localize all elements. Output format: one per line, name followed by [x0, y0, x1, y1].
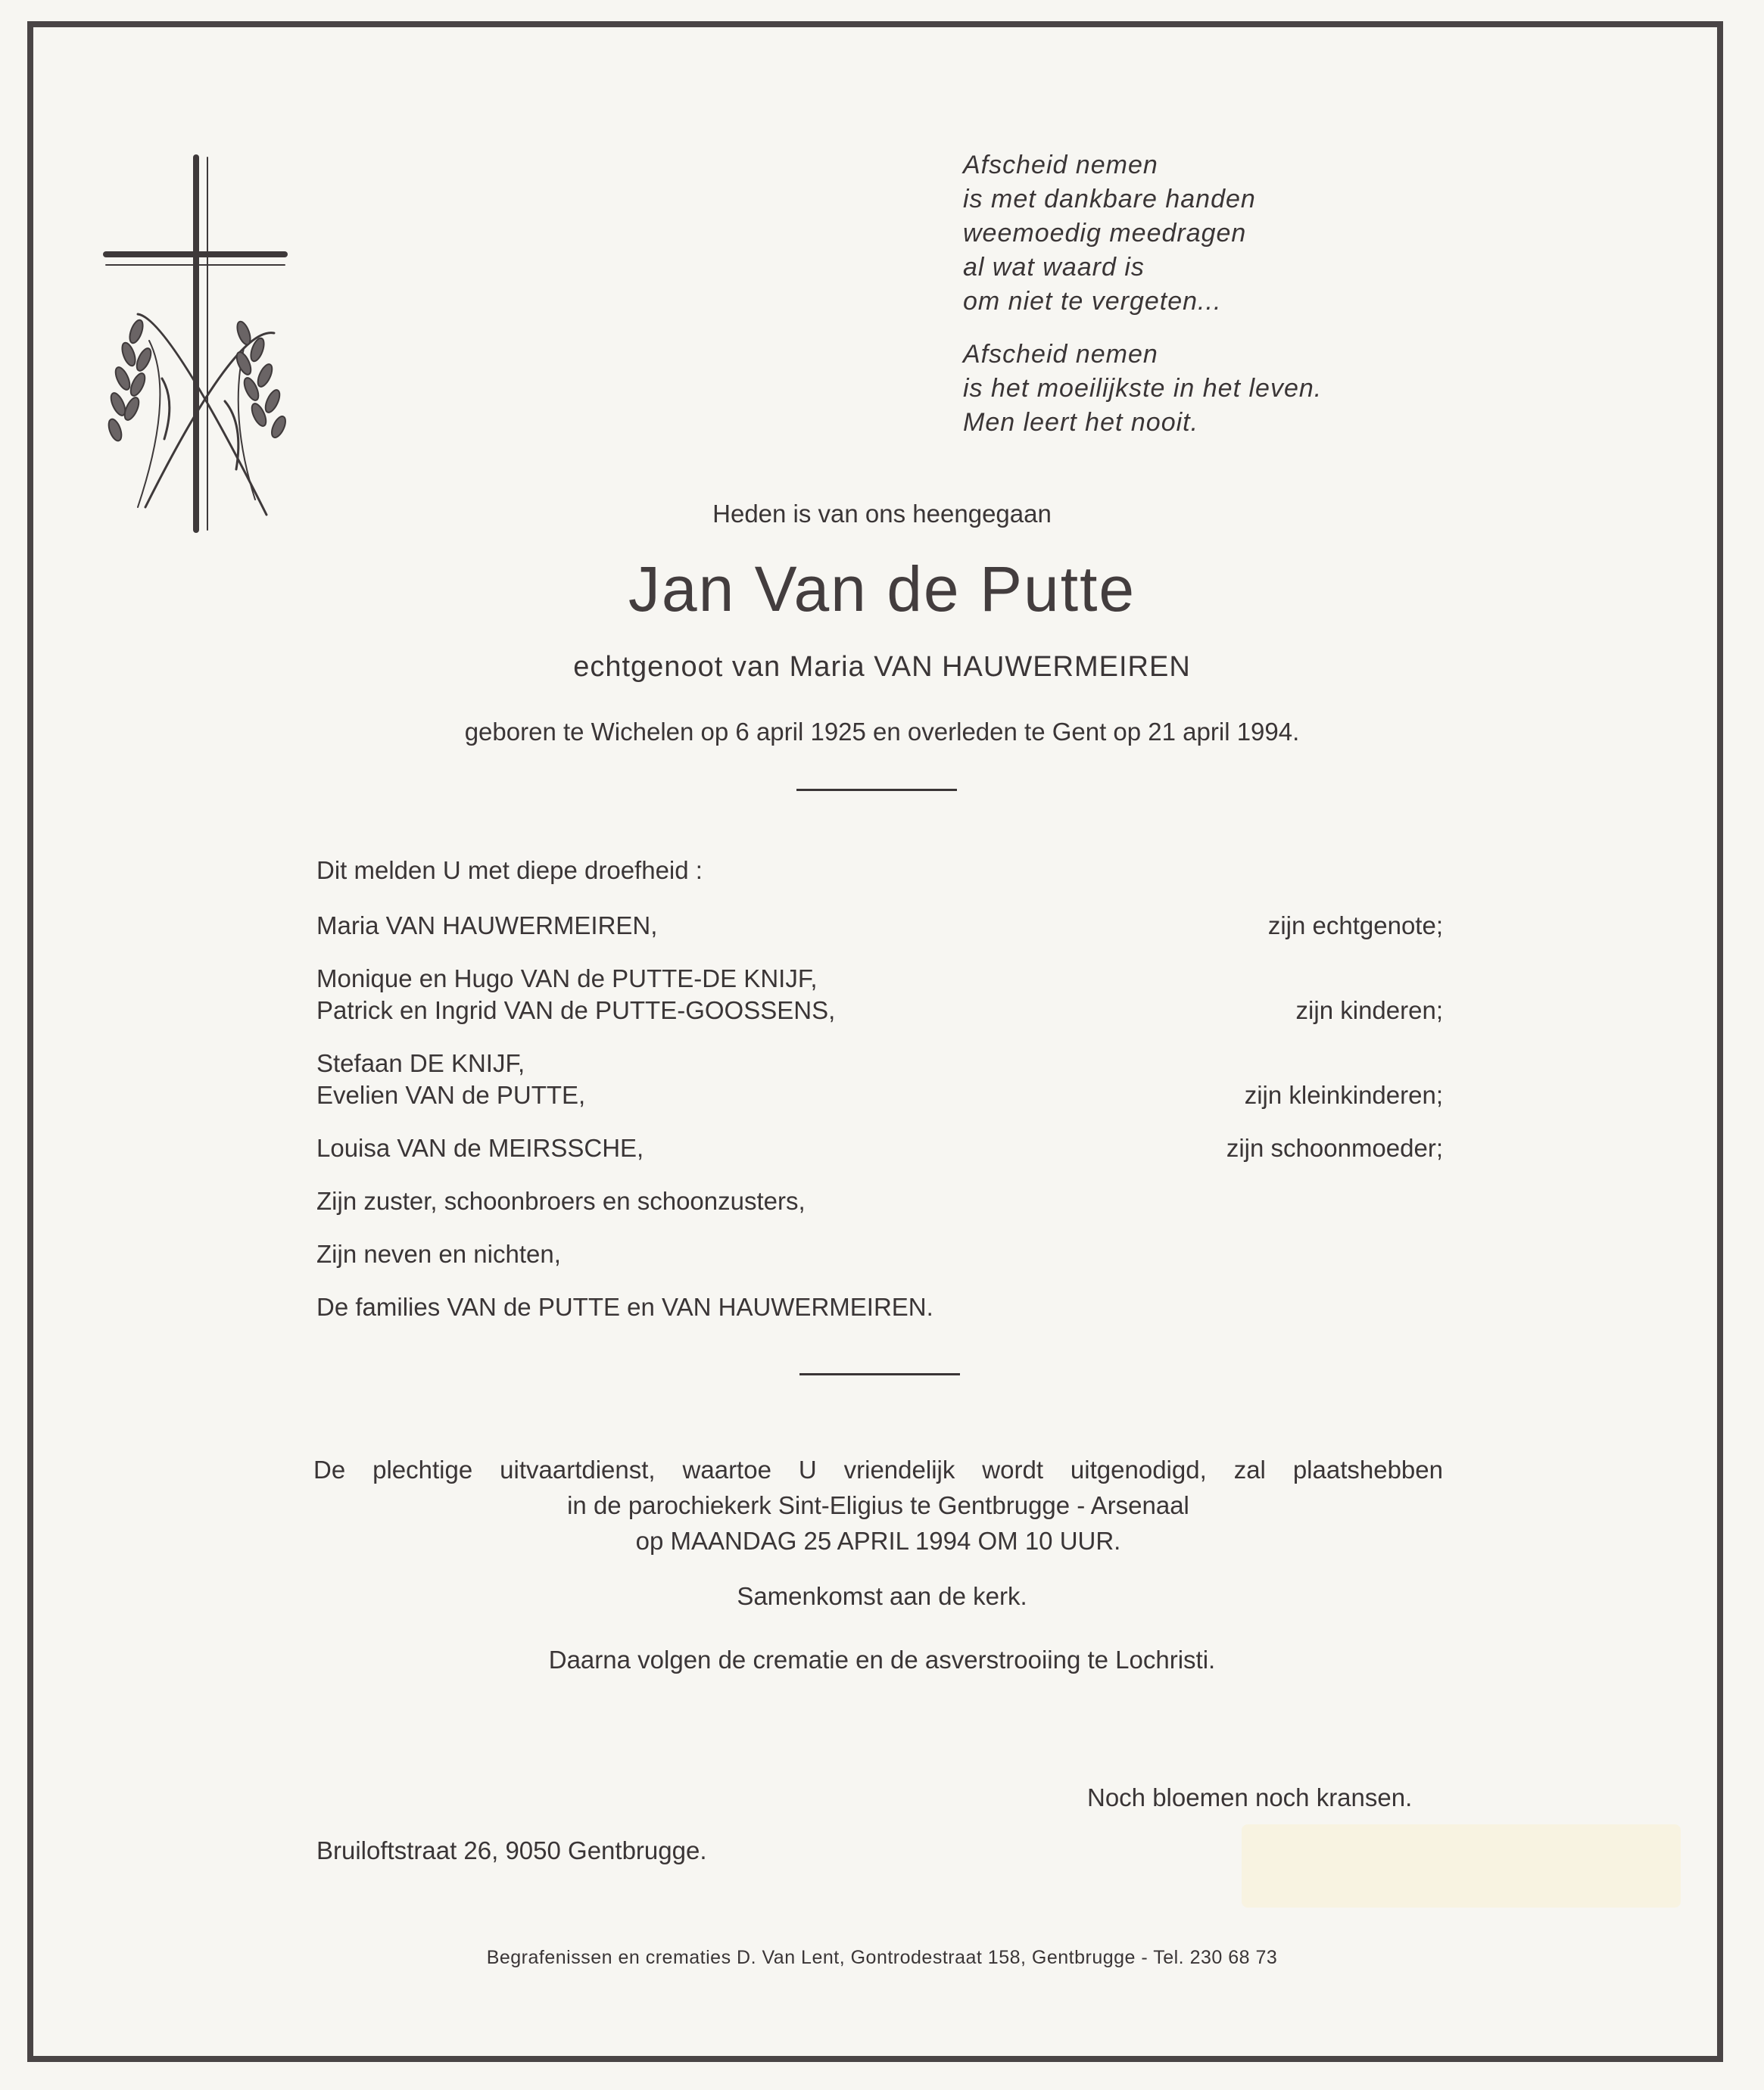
poem-line: Afscheid nemen — [963, 151, 1158, 179]
farewell-poem — [963, 148, 1322, 459]
mourner-relation: zijn echtgenote; — [1267, 911, 1443, 939]
service-line: op MAANDAG 25 APRIL 1994 OM 10 UUR. — [635, 1527, 1121, 1555]
mourner-group — [316, 1048, 1443, 1111]
divider — [796, 789, 957, 791]
poem-line: Men leert het nooit. — [963, 408, 1199, 437]
intro-text: Heden is van ons heengegaan — [712, 500, 1052, 528]
mourner-others: Zijn neven en nichten, — [316, 1240, 561, 1268]
family-address: Bruiloftstraat 26, 9050 Gentbrugge. — [316, 1836, 707, 1864]
poem-line: om niet te vergeten... — [963, 287, 1222, 316]
mourners-list — [316, 855, 1443, 1344]
mourner-group — [316, 963, 1443, 1026]
deceased-name: Jan Van de Putte — [628, 553, 1136, 625]
divider — [799, 1373, 960, 1375]
spouse-line: echtgenoot van Maria VAN HAUWERMEIREN — [573, 651, 1191, 683]
funeral-service-info — [313, 1452, 1443, 1559]
no-flowers-note: Noch bloemen noch kransen. — [1087, 1783, 1413, 1811]
mourner-name: Monique en Hugo VAN de PUTTE-DE KNIJF, — [316, 964, 818, 992]
poem-line: Afscheid nemen — [963, 340, 1158, 369]
mourner-name: Stefaan DE KNIJF, — [316, 1049, 525, 1077]
mourner-group — [316, 1132, 1443, 1164]
cross-with-wheat-icon — [92, 151, 319, 537]
mourners-heading: Dit melden U met diepe droefheid : — [316, 856, 703, 884]
cremation-note: Daarna volgen de crematie en de asverstrooiing te Lochristi. — [548, 1646, 1216, 1674]
mourner-others: Zijn zuster, schoonbroers en schoonzusters, — [316, 1187, 806, 1215]
undertaker-footer: Begrafenissen en crematies D. Van Lent, Gontrodestraat 158, Gentbrugge - Tel. 230 68 73 — [486, 1947, 1278, 1968]
poem-line: is met dankbare handen — [963, 185, 1256, 213]
mourner-group — [316, 910, 1443, 942]
poem-line: al wat waard is — [963, 253, 1145, 282]
poem-stanza-1 — [963, 148, 1322, 319]
mourner-relation: zijn schoonmoeder; — [1226, 1134, 1443, 1162]
mourner-relation: zijn kleinkinderen; — [1244, 1081, 1443, 1109]
paper-stain — [1242, 1824, 1681, 1908]
mourner-relation: zijn kinderen; — [1295, 996, 1443, 1024]
birth-death-line: geboren te Wichelen op 6 april 1925 en overleden te Gent op 21 april 1994. — [464, 718, 1300, 746]
mourner-others: De families VAN de PUTTE en VAN HAUWERMEIREN. — [316, 1293, 933, 1321]
mourner-name: Louisa VAN de MEIRSSCHE, — [316, 1134, 644, 1162]
meeting-note: Samenkomst aan de kerk. — [737, 1582, 1027, 1610]
poem-stanza-2 — [963, 338, 1322, 440]
poem-line: weemoedig meedragen — [963, 219, 1247, 248]
service-line: De plechtige uitvaartdienst, waartoe U vriendelijk wordt uitgenodigd, zal plaatshebben — [313, 1456, 1443, 1484]
poem-line: is het moeilijkste in het leven. — [963, 374, 1323, 403]
mourner-name: Evelien VAN de PUTTE, — [316, 1081, 586, 1109]
mourner-name: Maria VAN HAUWERMEIREN, — [316, 911, 658, 939]
mourner-name: Patrick en Ingrid VAN de PUTTE-GOOSSENS, — [316, 996, 836, 1024]
service-line: in de parochiekerk Sint-Eligius te Gentbrugge - Arsenaal — [567, 1491, 1189, 1519]
